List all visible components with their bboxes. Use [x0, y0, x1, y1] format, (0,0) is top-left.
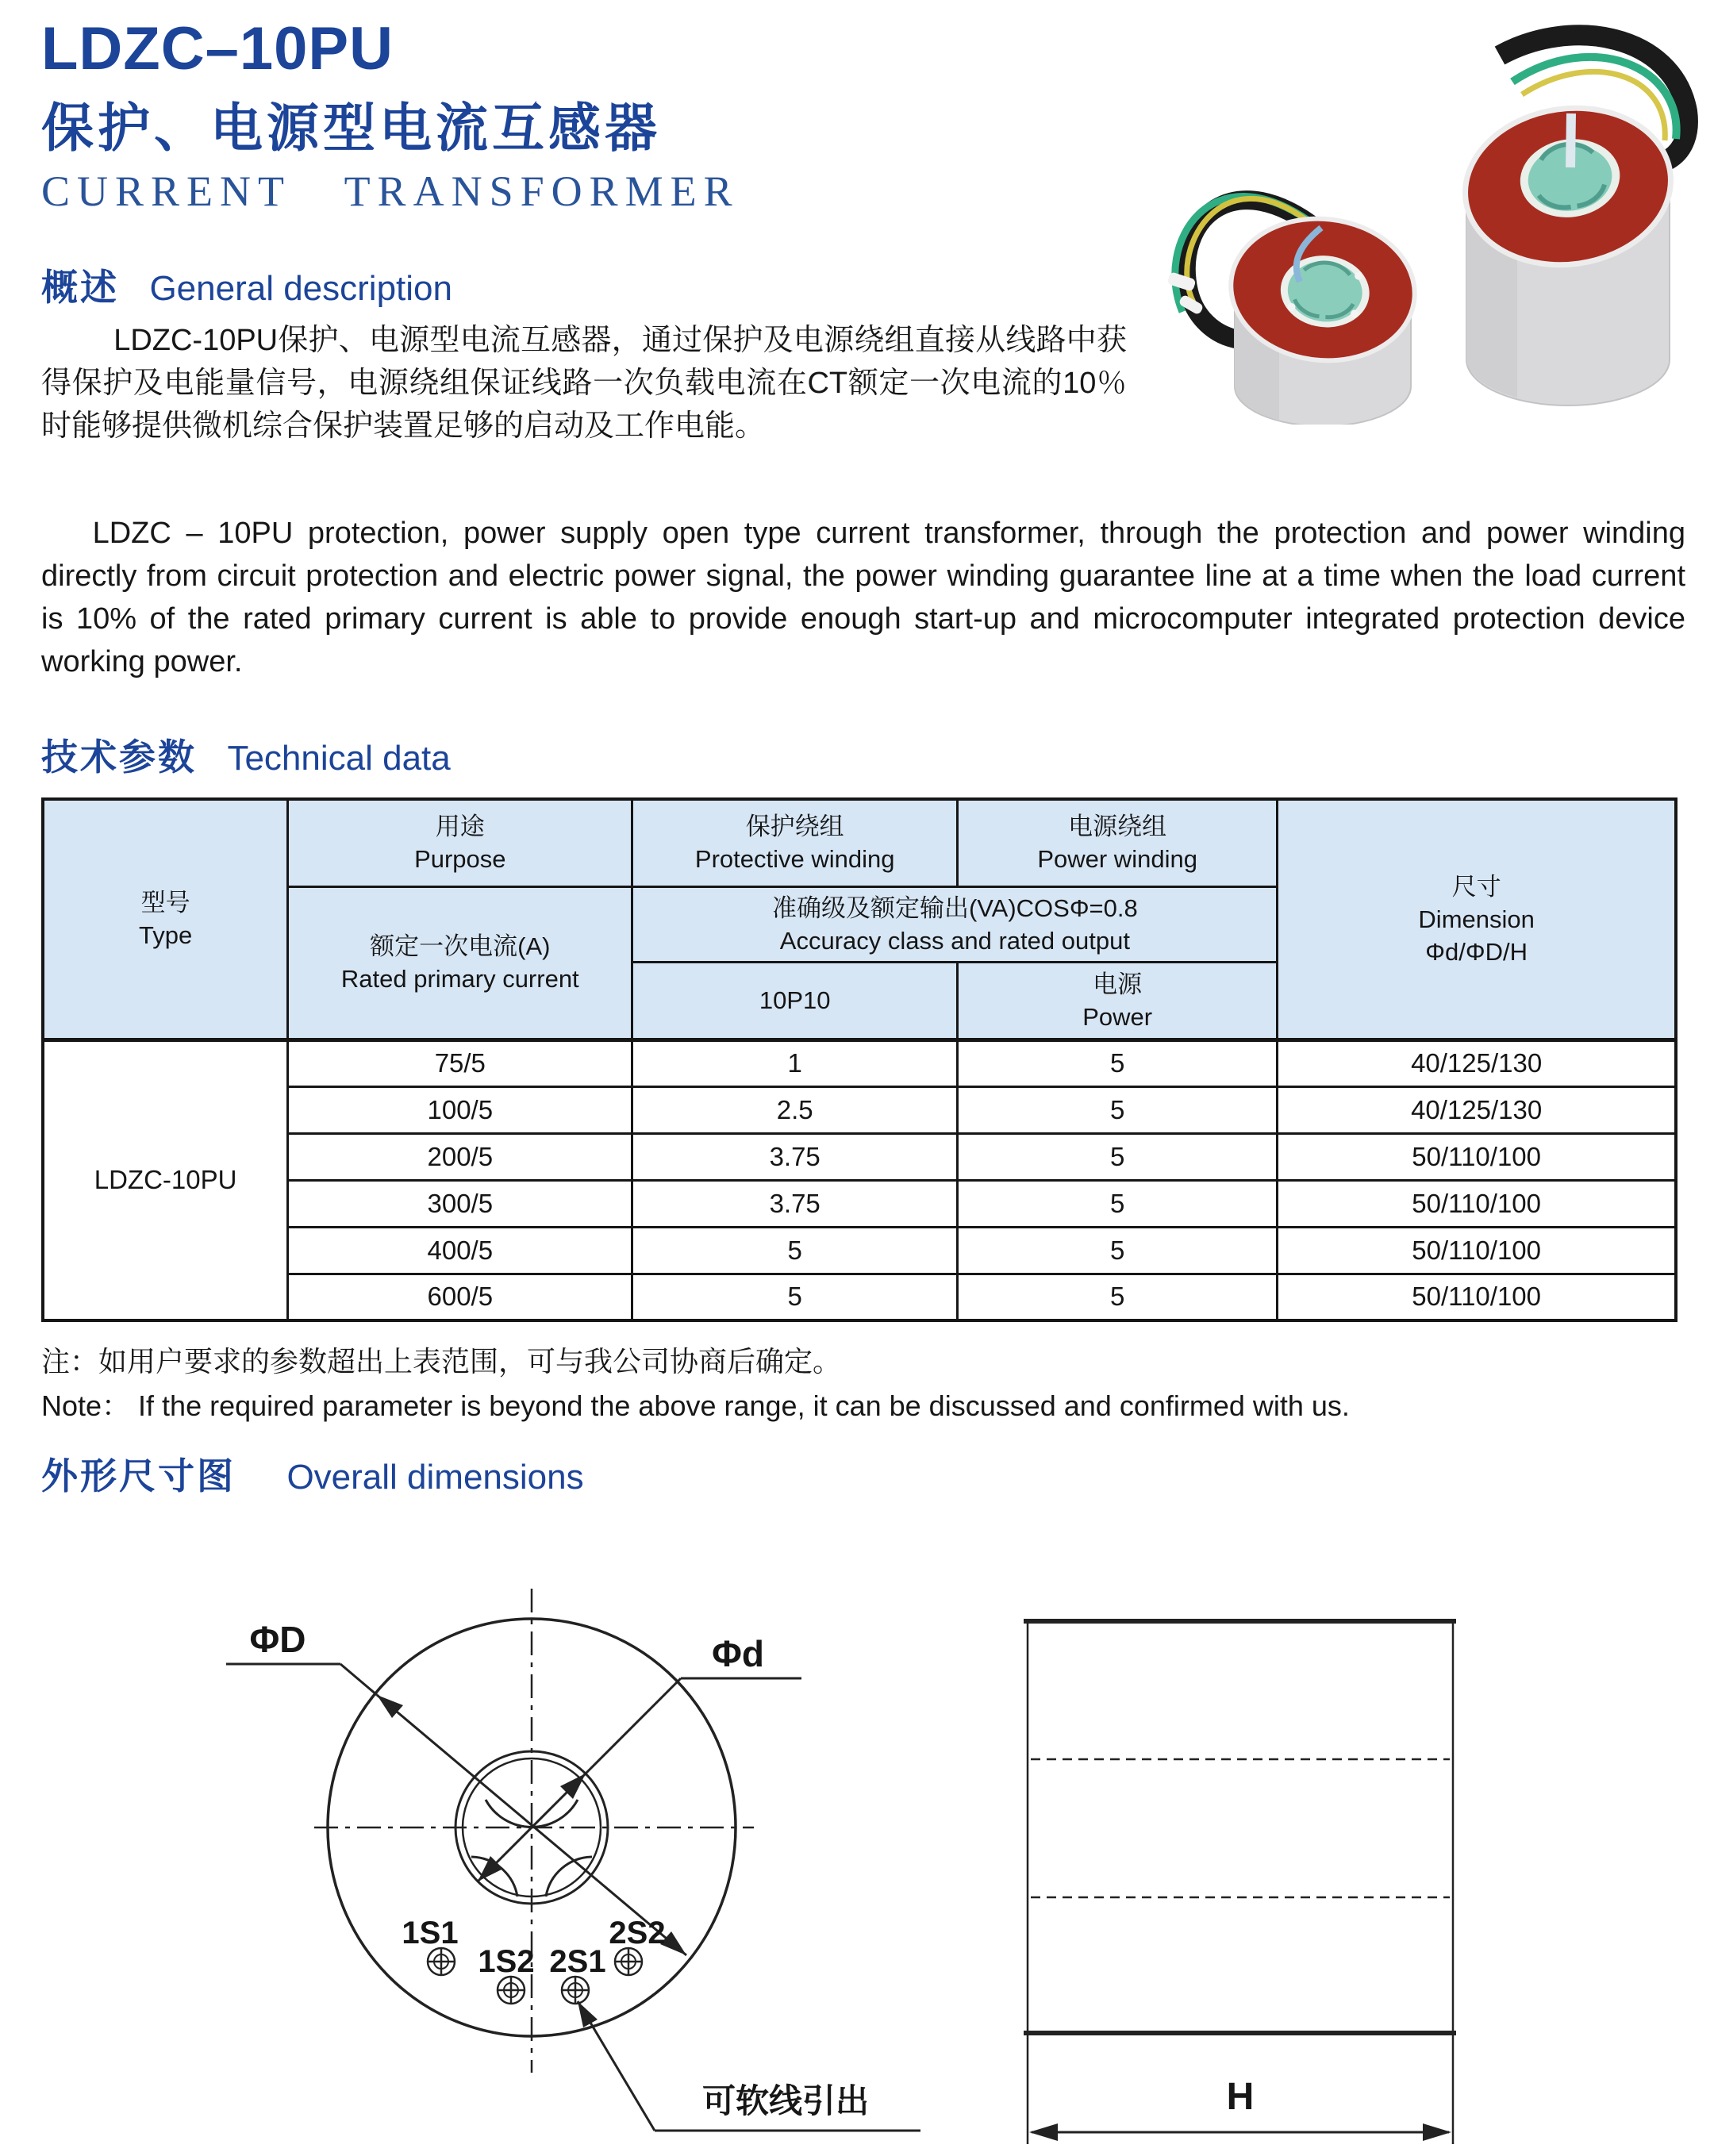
th-protective-cn: 保护绕组: [745, 813, 844, 841]
td-power-output: 5: [957, 1227, 1277, 1274]
table-row: [43, 1040, 1676, 1086]
th-10p10: 10P10: [632, 962, 958, 1040]
th-power: [957, 962, 1277, 1040]
th-power-cn: 电源: [1093, 970, 1143, 998]
th-purpose-en: Purpose: [414, 845, 506, 874]
th-accuracy-en: Accuracy class and rated output: [779, 926, 1130, 955]
th-powerw-en: Power winding: [1037, 845, 1197, 874]
arrowhead: [1029, 2123, 1058, 2141]
td-power-output: 5: [957, 1086, 1277, 1133]
td-power-output: 5: [957, 1040, 1277, 1086]
table-row: [43, 1227, 1676, 1274]
th-rated-current: [288, 886, 632, 1040]
arrowhead: [1423, 2123, 1451, 2141]
td-current: 200/5: [288, 1133, 632, 1180]
td-protective-output: 5: [632, 1274, 958, 1320]
th-powerw-cn: 电源绕组: [1068, 813, 1167, 841]
page-title: LDZC–10PU: [41, 15, 394, 83]
terminal-symbol-2s2: [615, 1948, 642, 1975]
td-dimension: 40/125/130: [1278, 1086, 1676, 1133]
th-purpose-cn: 用途: [435, 813, 485, 841]
label-terminal-1s2: 1S2: [478, 1944, 535, 1979]
td-power-output: 5: [957, 1274, 1277, 1320]
th-dimension-en: Dimension: [1418, 905, 1535, 933]
td-current: 100/5: [288, 1086, 632, 1133]
td-protective-output: 3.75: [632, 1133, 958, 1180]
td-current: 400/5: [288, 1227, 632, 1274]
table-note: [41, 1339, 1350, 1428]
th-type-cn: 型号: [140, 889, 190, 917]
bore-cap-bottom-right: [546, 1857, 592, 1897]
table-row: [43, 1180, 1676, 1227]
wire-white-large: [1570, 113, 1571, 167]
td-type-value: LDZC-10PU: [43, 1040, 288, 1320]
th-type: [43, 799, 288, 1040]
td-protective-output: 1: [632, 1040, 958, 1086]
label-terminal-2s1: 2S1: [549, 1944, 606, 1979]
td-protective-output: 2.5: [632, 1086, 958, 1133]
th-rated-en: Rated primary current: [340, 965, 579, 993]
td-dimension: 50/110/100: [1278, 1274, 1676, 1320]
leader-lead-note: [578, 2001, 655, 2131]
th-type-en: Type: [138, 921, 193, 950]
page-subtitle-cn: 保护、电源型电流互感器: [41, 98, 661, 157]
product-photo: [1159, 20, 1714, 425]
table-note-en: Note： If the required parameter is beyond the above range, it can be discussed and confirmed with us.: [41, 1389, 1350, 1422]
td-protective-output: 5: [632, 1227, 958, 1274]
product-photo-svg: [1159, 20, 1714, 425]
table-header-row-1: [43, 799, 1676, 886]
section-technical-heading-en: Technical data: [227, 739, 451, 778]
th-dimension-formula: Φd/ΦD/H: [1425, 937, 1528, 966]
section-overall-heading: [41, 1447, 584, 1500]
td-current: 75/5: [288, 1040, 632, 1086]
th-purpose: [288, 799, 632, 886]
td-dimension: 50/110/100: [1278, 1133, 1676, 1180]
td-current: 300/5: [288, 1180, 632, 1227]
th-protective-en: Protective winding: [694, 845, 895, 874]
table-row: [43, 1086, 1676, 1133]
td-power-output: 5: [957, 1133, 1277, 1180]
section-overall-heading-cn: 外形尺寸图: [41, 1455, 236, 1497]
td-protective-output: 3.75: [632, 1180, 958, 1227]
section-overall-heading-en: Overall dimensions: [286, 1458, 584, 1497]
td-power-output: 5: [957, 1180, 1277, 1227]
terminal-symbol-2s1: [562, 1977, 589, 2004]
th-accuracy: [632, 886, 1278, 962]
label-terminal-1s1: 1S1: [402, 1916, 459, 1950]
label-height: H: [1226, 2076, 1255, 2118]
section-technical-heading: [41, 728, 451, 781]
label-inner-diameter: Φd: [712, 1633, 764, 1674]
terminal-symbol-1s2: [498, 1977, 525, 2004]
label-lead-note: 可软线引出: [701, 2082, 870, 2119]
overall-dimensions-drawing: [0, 1547, 1714, 2156]
page-subtitle-en: CURRENT TRANSFORMER: [41, 167, 740, 215]
transformer-small: [1166, 197, 1421, 425]
td-dimension: 50/110/100: [1278, 1227, 1676, 1274]
leader-inner-dia: [586, 1678, 681, 1774]
section-general-heading-cn: 概述: [41, 267, 119, 308]
transformer-large: [1455, 35, 1688, 405]
table-row: [43, 1274, 1676, 1320]
section-general-heading: [41, 259, 452, 311]
table-row: [43, 1133, 1676, 1180]
th-power-en: Power: [1082, 1002, 1153, 1031]
general-paragraph-cn: LDZC-10PU保护、电源型电流互感器，通过保护及电源绕组直接从线路中获得保护及电能量信号，电源绕组保证线路一次负载电流在CT额定一次电流的10％时能够提供微机综合保护装置足够的启动及工作电能。: [41, 324, 1127, 443]
section-technical-heading-cn: 技术参数: [41, 736, 197, 778]
th-accuracy-cn: 准确级及额定输出(VA)COSΦ=0.8: [771, 894, 1138, 922]
th-protective-winding: [632, 799, 958, 886]
technical-data-table: [41, 797, 1677, 1322]
label-outer-diameter: ΦD: [249, 1619, 306, 1660]
leader-outer-dia: [340, 1664, 377, 1695]
section-general-heading-en: General description: [149, 269, 452, 308]
general-paragraph-en: LDZC – 10PU protection, power supply open type current transformer, through the protection and power winding directly from circuit protection and electric power signal, the power winding guarantee line at a time when the load current is 10% of the rated primary current is able to provide enough start-up and microcomputer integrated protection device working power.: [41, 517, 1685, 678]
label-terminal-2s2: 2S2: [609, 1916, 666, 1950]
td-dimension: 50/110/100: [1278, 1180, 1676, 1227]
th-rated-cn: 额定一次电流(A): [370, 932, 551, 960]
table-note-cn: 注：如用户要求的参数超出上表范围，可与我公司协商后确定。: [41, 1345, 842, 1378]
th-dimension: [1278, 799, 1676, 1040]
th-power-winding: [957, 799, 1277, 886]
drawing-top-view: [226, 1589, 920, 2131]
th-dimension-cn: 尺寸: [1451, 872, 1501, 901]
td-dimension: 40/125/130: [1278, 1040, 1676, 1086]
terminal-symbol-1s1: [428, 1948, 455, 1975]
td-current: 600/5: [288, 1274, 632, 1320]
drawing-side-view: [1024, 1619, 1456, 2144]
